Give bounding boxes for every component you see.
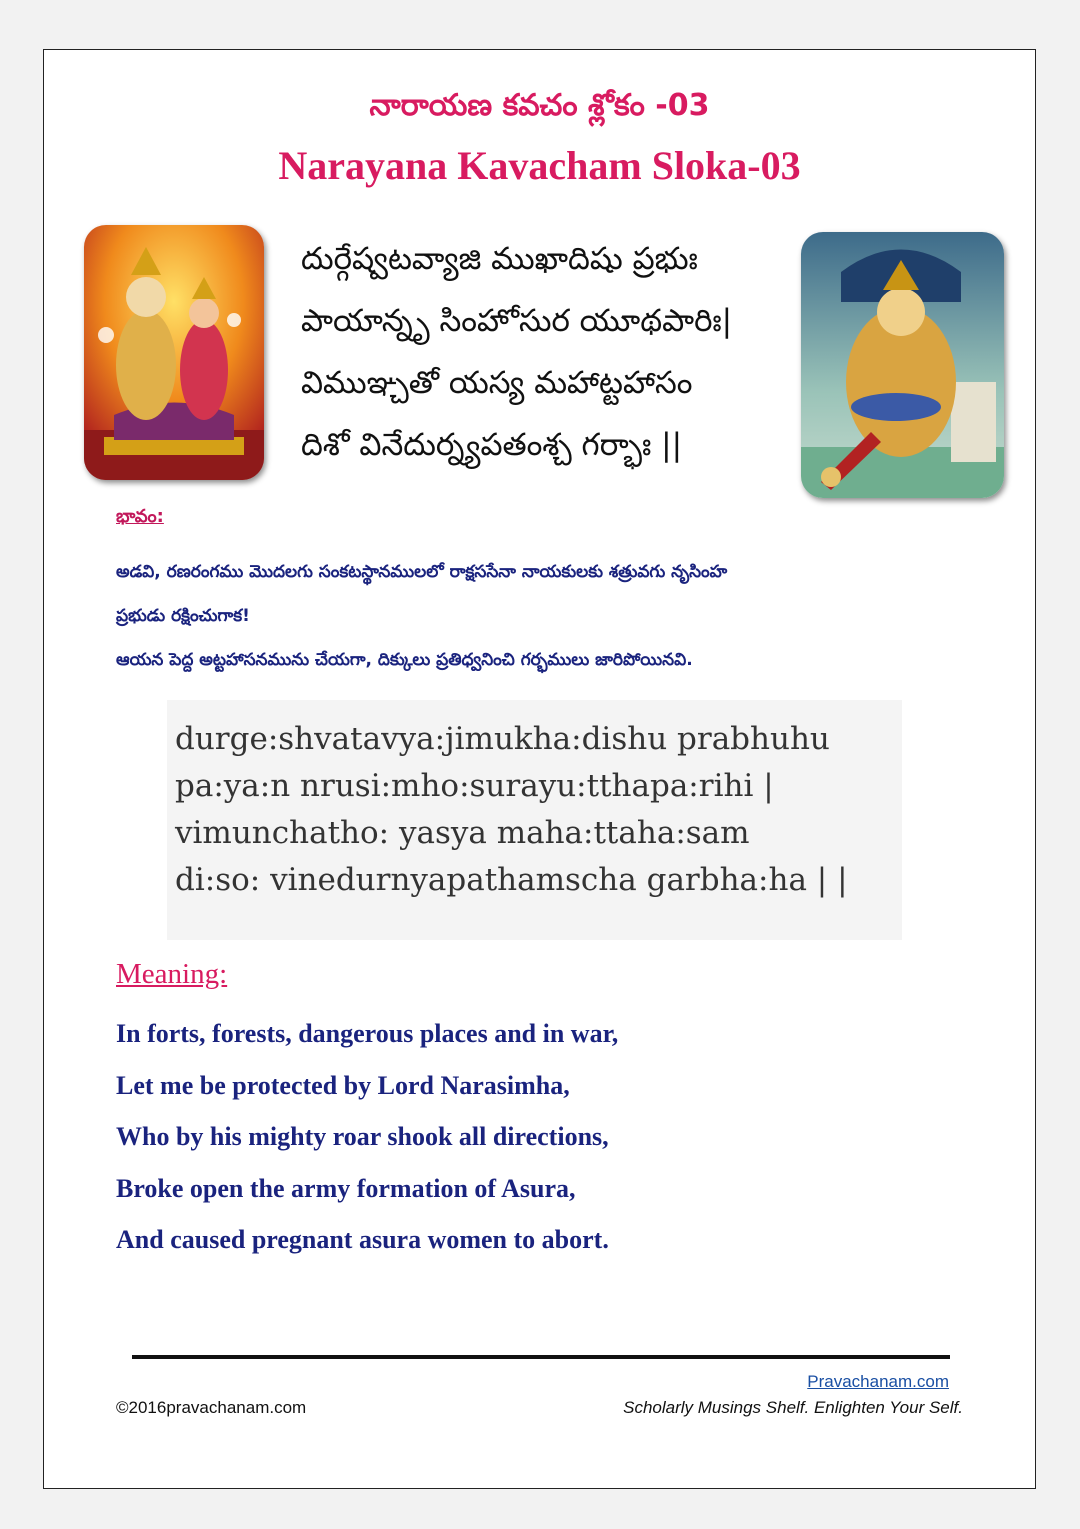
- sloka-telugu-line: విముఞ్చతో యస్య మహాట్టహాసం: [301, 365, 693, 401]
- meaning-line: In forts, forests, dangerous places and in war,: [116, 1019, 619, 1048]
- page-title-english: Narayana Kavacham Sloka-03: [278, 143, 801, 188]
- page-title-telugu: నారాయణ కవచం శ్లోకం -03: [369, 88, 710, 123]
- meaning-heading: Meaning:: [116, 958, 228, 990]
- transliteration-line: pa:ya:n nrusi:mho:surayu:tthapa:rihi |: [175, 768, 774, 804]
- bhavam-line: ఆయన పెద్ద అట్టహాసనమును చేయగా, దిక్కులు ప్రతిధ్వనించి గర్భములు జారిపోయినవి.: [116, 650, 693, 670]
- sloka-telugu-line: దిశో వినేదుర్న్యపతంశ్చ గర్భాః ||: [301, 427, 683, 463]
- meaning-line: Who by his mighty roar shook all directions,: [116, 1122, 609, 1151]
- bhavam-line: ప్రభుడు రక్షించుగాక!: [116, 606, 250, 626]
- transliteration-text: [175, 716, 848, 904]
- footer-divider: [132, 1355, 950, 1359]
- meaning-text: [116, 1008, 618, 1266]
- meaning-line: Broke open the army formation of Asura,: [116, 1173, 576, 1203]
- footer-copyright: ©2016pravachanam.com: [116, 1398, 307, 1417]
- sloka-telugu: [301, 228, 801, 476]
- sloka-telugu-line: దుర్గేష్వటవ్యాజి ముఖాదిషు ప్రభుః: [301, 241, 698, 277]
- footer-site-link[interactable]: Pravachanam.com: [807, 1372, 949, 1391]
- bhavam-line: అడవి, రణరంగము మొదలగు సంకటస్థానములలో రాక్షససేనా నాయకులకు శత్రువగు నృసింహ: [116, 562, 728, 582]
- transliteration-box: [167, 700, 902, 940]
- bhavam-heading: భావం:: [116, 506, 164, 527]
- lakshmi-narasimha-image: [84, 225, 264, 480]
- transliteration-line: di:so: vinedurnyapathamscha garbha:ha | |: [175, 862, 848, 898]
- sloka-telugu-line: పాయాన్నృ సింహోసుర యూథపారిః|: [301, 303, 733, 339]
- meaning-line: Let me be protected by Lord Narasimha,: [116, 1070, 570, 1100]
- transliteration-line: durge:shvatavya:jimukha:dishu prabhuhu: [175, 721, 830, 757]
- meaning-line: And caused pregnant asura women to abort.: [116, 1225, 609, 1254]
- ugra-narasimha-image: [801, 232, 1004, 498]
- bhavam-text: [116, 550, 946, 682]
- transliteration-line: vimunchatho: yasya maha:ttaha:sam: [175, 815, 750, 851]
- footer-tagline: Scholarly Musings Shelf. Enlighten Your Self.: [623, 1398, 963, 1417]
- document-page: [43, 49, 1036, 1489]
